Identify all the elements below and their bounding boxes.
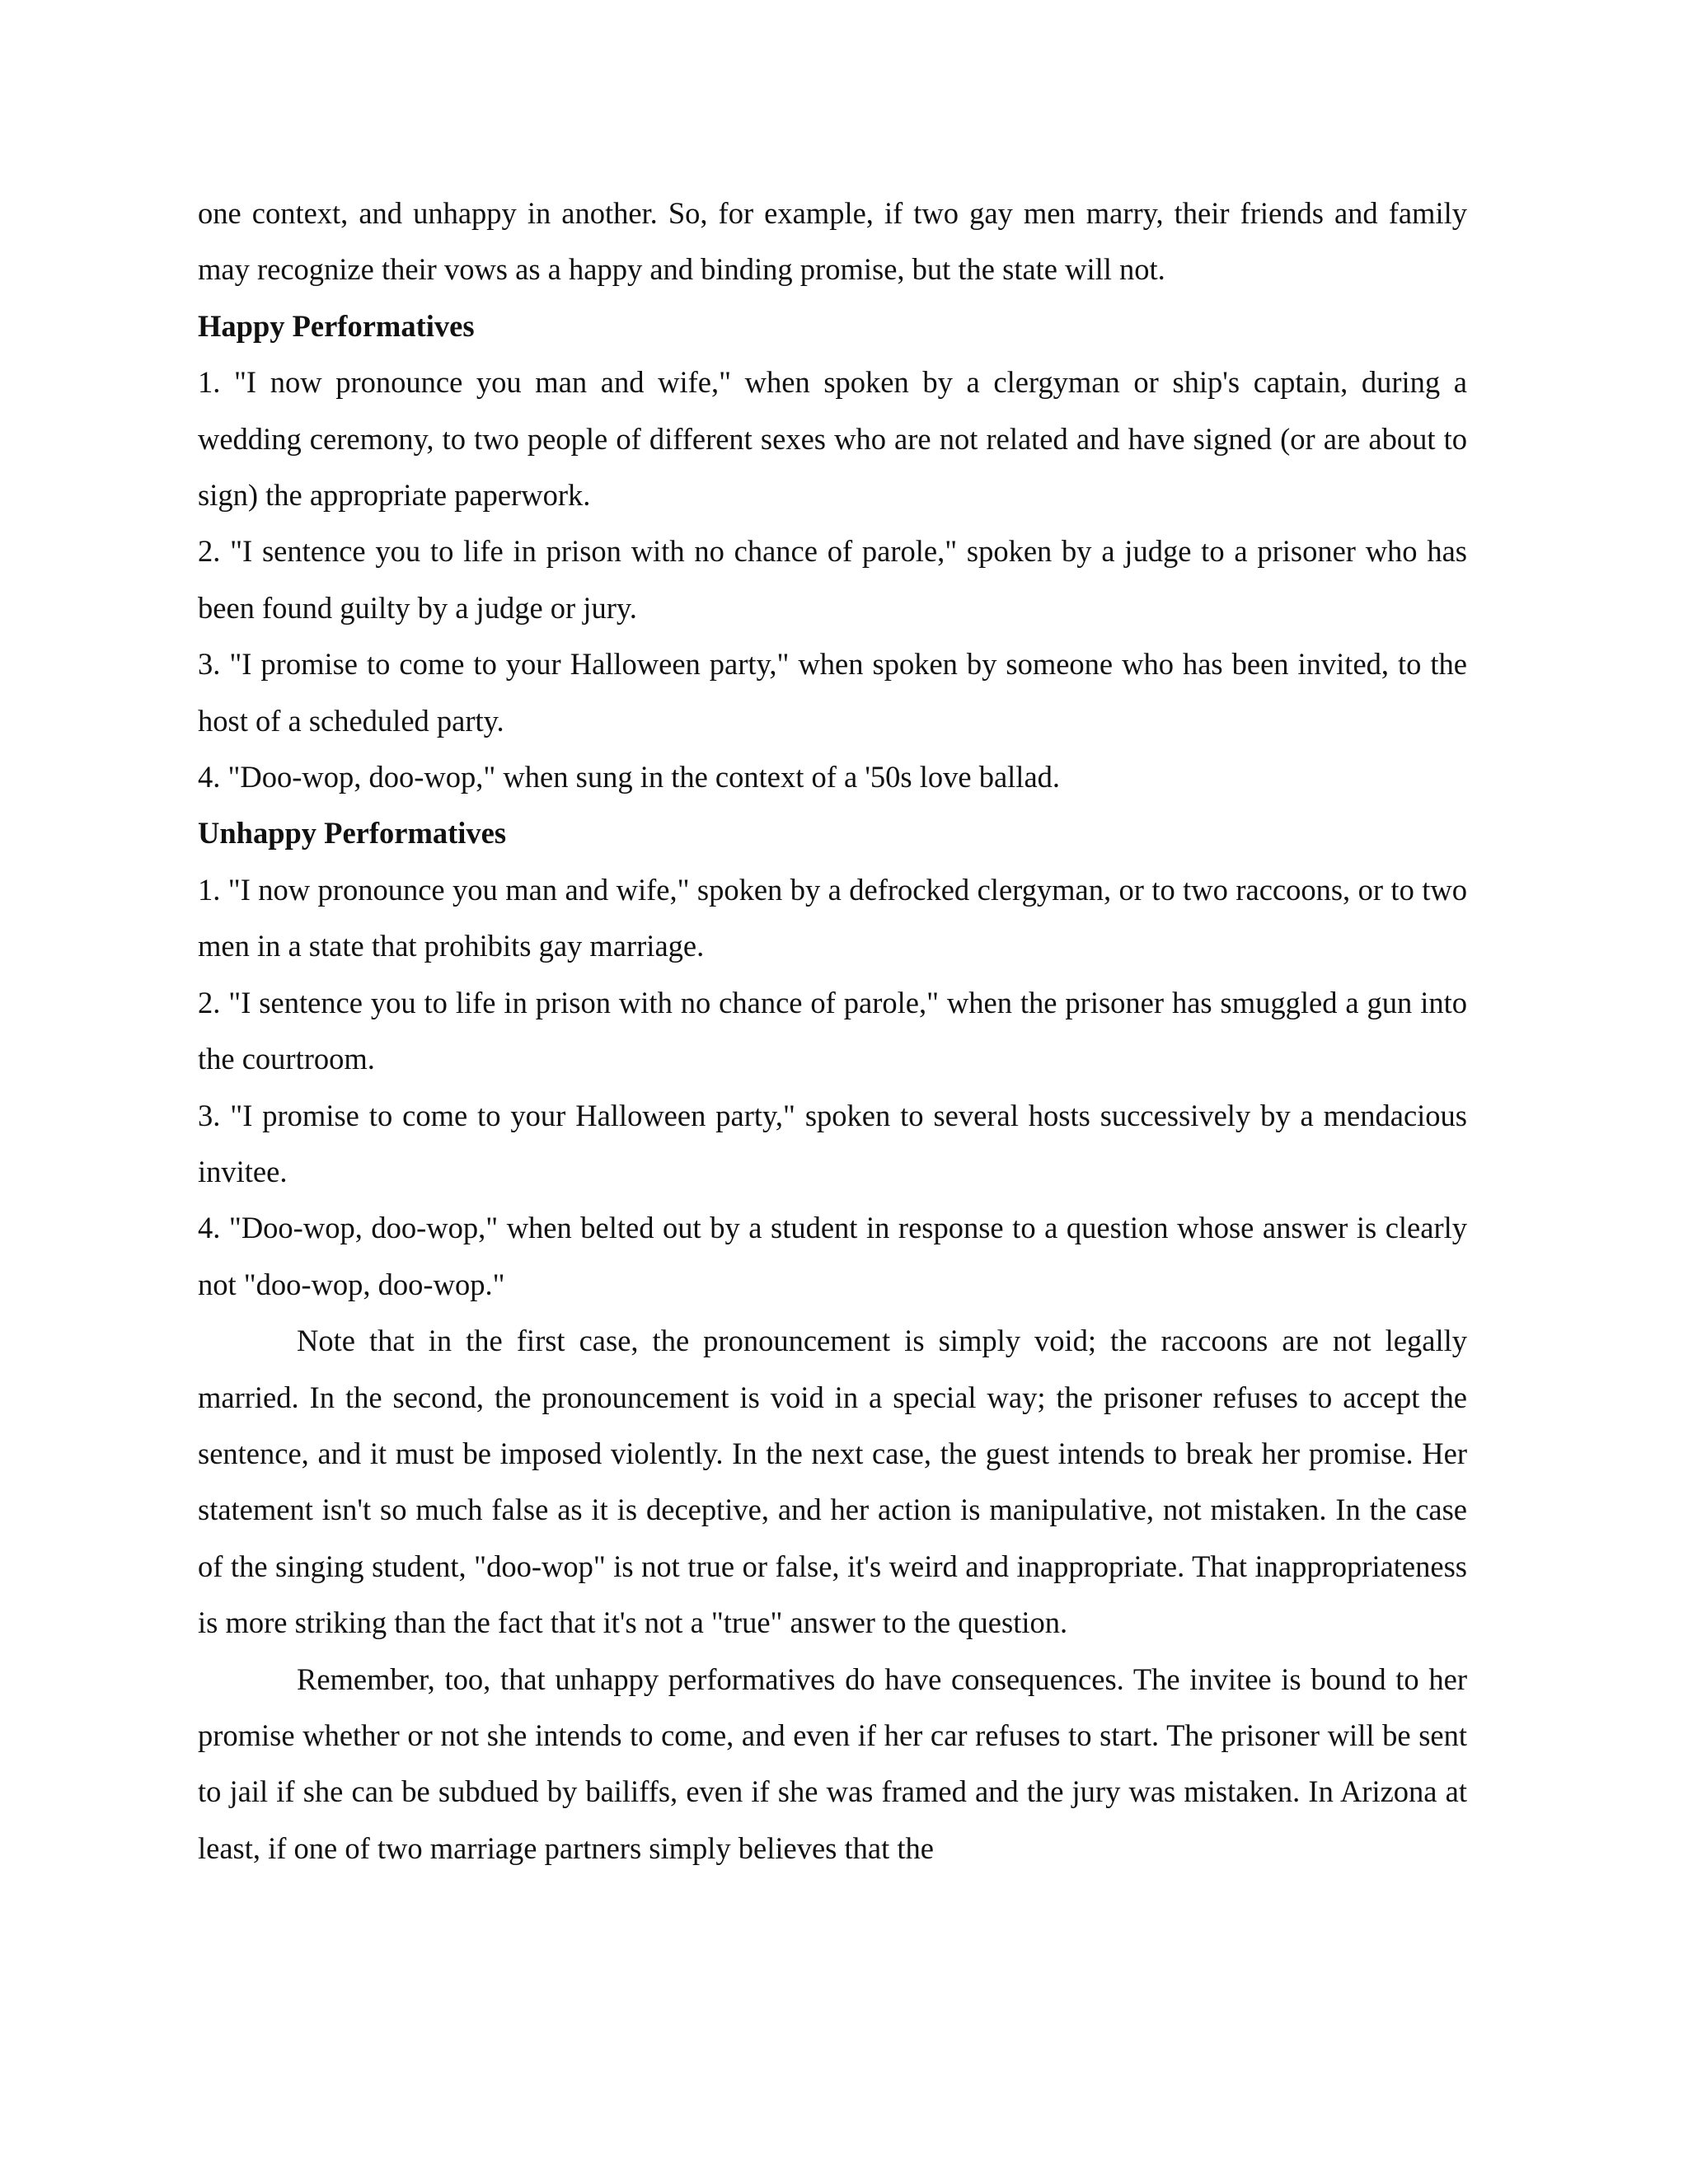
happy-performatives-heading: Happy Performatives [198, 308, 475, 343]
body-paragraph-2: Remember, too, that unhappy performatives do have consequences. The invitee is bound to her promise whether or not she intends to come, and even if her car refuses to start. The prisoner will be sent to jail if she can be subdued by bailiffs, even if she was framed and the jury was mistaken. In Arizona at least, if one of two marriage partners simply believes that the [198, 1661, 1467, 1865]
document-body [198, 185, 1467, 1877]
unhappy-item-2: 2. "I sentence you to life in prison with no chance of parole," when the prisoner has smuggled a gun into the courtroom. [198, 985, 1467, 1076]
unhappy-item-3: 3. "I promise to come to your Halloween party," spoken to several hosts successively by a mendacious invitee. [198, 1098, 1467, 1188]
happy-item-1: 1. "I now pronounce you man and wife," when spoken by a clergyman or ship's captain, during a wedding ceremony, to two people of different sexes who are not related and have signed (or are about to sign) the appropriate paperwork. [198, 365, 1467, 513]
happy-item-4: 4. "Doo-wop, doo-wop," when sung in the context of a '50s love ballad. [198, 760, 1061, 794]
happy-item-2: 2. "I sentence you to life in prison with no chance of parole," spoken by a judge to a prisoner who has been found guilty by a judge or jury. [198, 534, 1467, 625]
unhappy-performatives-heading: Unhappy Performatives [198, 816, 507, 851]
happy-item-3: 3. "I promise to come to your Halloween party," when spoken by someone who has been invited, to the host of a scheduled party. [198, 647, 1467, 738]
intro-paragraph: one context, and unhappy in another. So, for example, if two gay men marry, their friends and family may recognize their vows as a happy and binding promise, but the state will not. [198, 196, 1467, 287]
body-paragraph-1: Note that in the first case, the pronouncement is simply void; the raccoons are not legally married. In the second, the pronouncement is void in a special way; the prisoner refuses to accept the sentence, and it must be imposed violently. In the next case, the guest intends to break her promise. Her statement isn't so much false as it is deceptive, and her action is manipulative, not mistaken. In the case of the singing student, "doo-wop" is not true or false, it's weird and inappropriate. That inappropriateness is more striking than the fact that it's not a "true" answer to the question. [198, 1324, 1467, 1640]
unhappy-item-1: 1. "I now pronounce you man and wife," spoken by a defrocked clergyman, or to two raccoons, or to two men in a state that prohibits gay marriage. [198, 872, 1467, 963]
unhappy-item-4: 4. "Doo-wop, doo-wop," when belted out by a student in response to a question whose answer is clearly not "doo-wop, doo-wop." [198, 1211, 1467, 1301]
